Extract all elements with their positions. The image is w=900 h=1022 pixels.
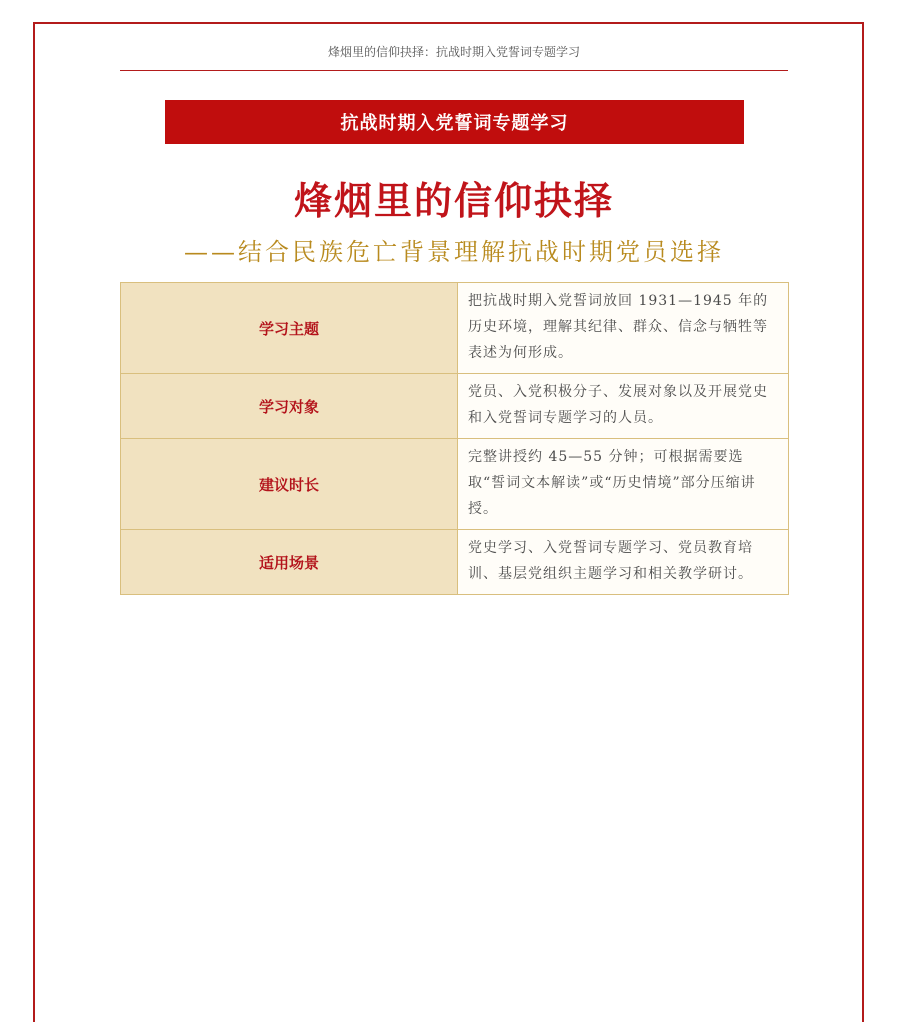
row-value-scenario: 党史学习、入党誓词专题学习、党员教育培训、基层党组织主题学习和相关教学研讨。	[458, 530, 789, 595]
table-row	[121, 374, 789, 439]
row-label-scenario: 适用场景	[121, 530, 458, 595]
page-title: 烽烟里的信仰抉择	[293, 179, 614, 223]
table-row	[121, 439, 789, 530]
row-label-duration: 建议时长	[121, 439, 458, 530]
page-subtitle: ——结合民族危亡背景理解抗战时期党员选择	[184, 238, 724, 266]
section-banner: 抗战时期入党誓词专题学习	[165, 100, 744, 144]
row-value-audience: 党员、入党积极分子、发展对象以及开展党史和入党誓词专题学习的人员。	[458, 374, 789, 439]
header-divider	[120, 70, 788, 71]
row-value-duration: 完整讲授约 45—55 分钟；可根据需要选取“誓词文本解读”或“历史情境”部分压缩讲授。	[458, 439, 789, 530]
row-label-audience: 学习对象	[121, 374, 458, 439]
row-value-topic: 把抗战时期入党誓词放回 1931—1945 年的历史环境，理解其纪律、群众、信念与牺牲等表述为何形成。	[458, 283, 789, 374]
table-row	[121, 283, 789, 374]
running-header: 烽烟里的信仰抉择：抗战时期入党誓词专题学习	[327, 45, 580, 59]
row-label-topic: 学习主题	[121, 283, 458, 374]
info-table	[120, 282, 789, 595]
table-row	[121, 530, 789, 595]
